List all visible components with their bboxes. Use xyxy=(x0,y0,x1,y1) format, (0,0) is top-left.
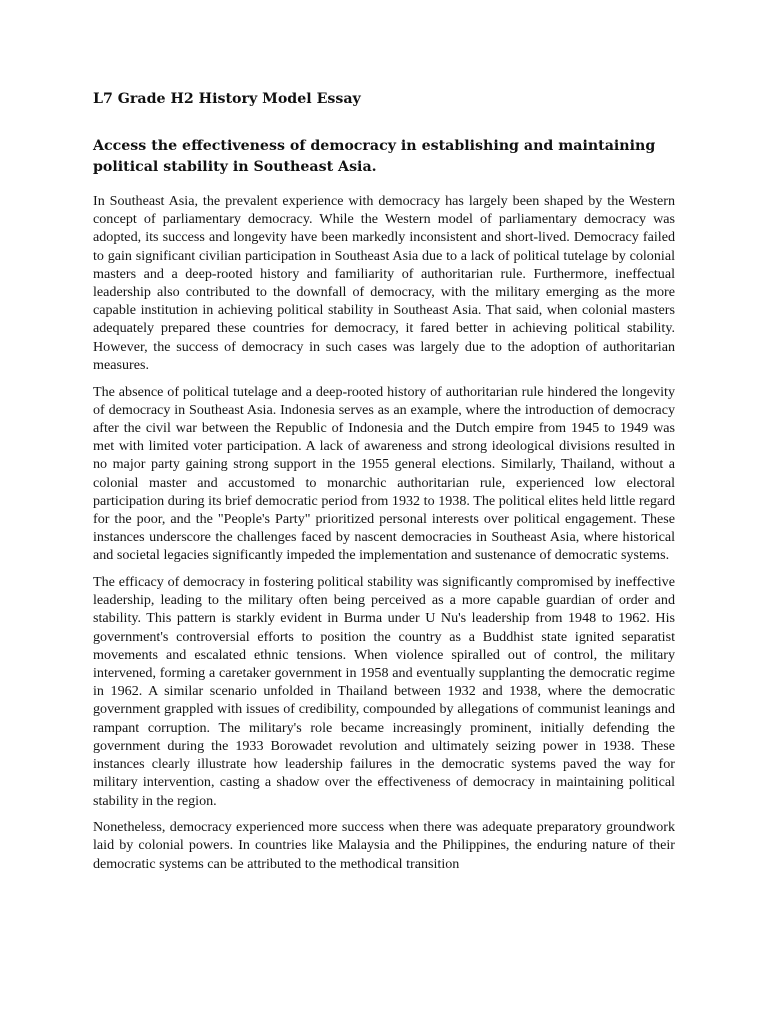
paragraph: Nonetheless, democracy experienced more success when there was adequate preparatory groundwork laid by colonial powers. In countries like Malaysia and the Philippines, the enduring nature of their democratic systems can be attributed to the methodical transition xyxy=(93,819,675,872)
essay-body xyxy=(93,192,675,881)
document-title: L7 Grade H2 History Model Essay xyxy=(93,91,361,107)
paragraph: In Southeast Asia, the prevalent experience with democracy has largely been shaped by the Western concept of parliamentary democracy. While the Western model of parliamentary democracy was adopted, its success and longevity have been markedly inconsistent and short-lived. Democracy failed to gain significant civilian participation in Southeast Asia due to a lack of political tutelage by colonial masters and a deep-rooted history and familiarity of authoritarian rule. Furthermore, ineffectual leadership also contributed to the downfall of democracy, with the military emerging as the more capable institution in achieving political stability in Southeast Asia. That said, when colonial masters adequately prepared these countries for democracy, it fared better in achieving political stability. However, the success of democracy in such cases was largely due to the adoption of authoritarian measures. xyxy=(93,193,675,373)
paragraph: The absence of political tutelage and a deep-rooted history of authoritarian rule hindered the longevity of democracy in Southeast Asia. Indonesia serves as an example, where the introduction of democracy after the civil war between the Republic of Indonesia and the Dutch empire from 1945 to 1949 was met with limited voter participation. A lack of awareness and strong ideological divisions resulted in no major party gaining strong support in the 1955 general elections. Similarly, Thailand, without a colonial master and accustomed to monarchic authoritarian rule, experienced low electoral participation during its brief democratic period from 1932 to 1938. The political elites held little regard for the poor, and the "People's Party" prioritized personal interests over political engagement. These instances underscore the challenges faced by nascent democracies in Southeast Asia, where historical and societal legacies significantly impeded the implementation and sustenance of democratic systems. xyxy=(93,383,675,564)
paragraph: The efficacy of democracy in fostering political stability was significantly compromised by ineffective leadership, leading to the military often being perceived as a more capable guardian of order and stability. This pattern is starkly evident in Burma under U Nu's leadership from 1948 to 1962. His government's controversial efforts to position the country as a Buddhist state ignited separatist movements and escalated ethnic tensions. When violence spiralled out of control, the military intervened, forming a caretaker government in 1958 and eventually supplanting the democratic regime in 1962. A similar scenario unfolded in Thailand between 1932 and 1938, where the democratic government grappled with issues of credibility, compounded by allegations of communist leanings and rampant corruption. The military's role became increasingly prominent, initially defending the government during the 1933 Borowadet revolution and ultimately seizing power in 1938. These instances clearly illustrate how leadership failures in the democratic systems paved the way for military intervention, casting a shadow over the effectiveness of democracy in maintaining political stability in the region. xyxy=(93,574,675,809)
essay-question: Access the effectiveness of democracy in establishing and maintaining political stability in Southeast Asia. xyxy=(93,138,656,175)
